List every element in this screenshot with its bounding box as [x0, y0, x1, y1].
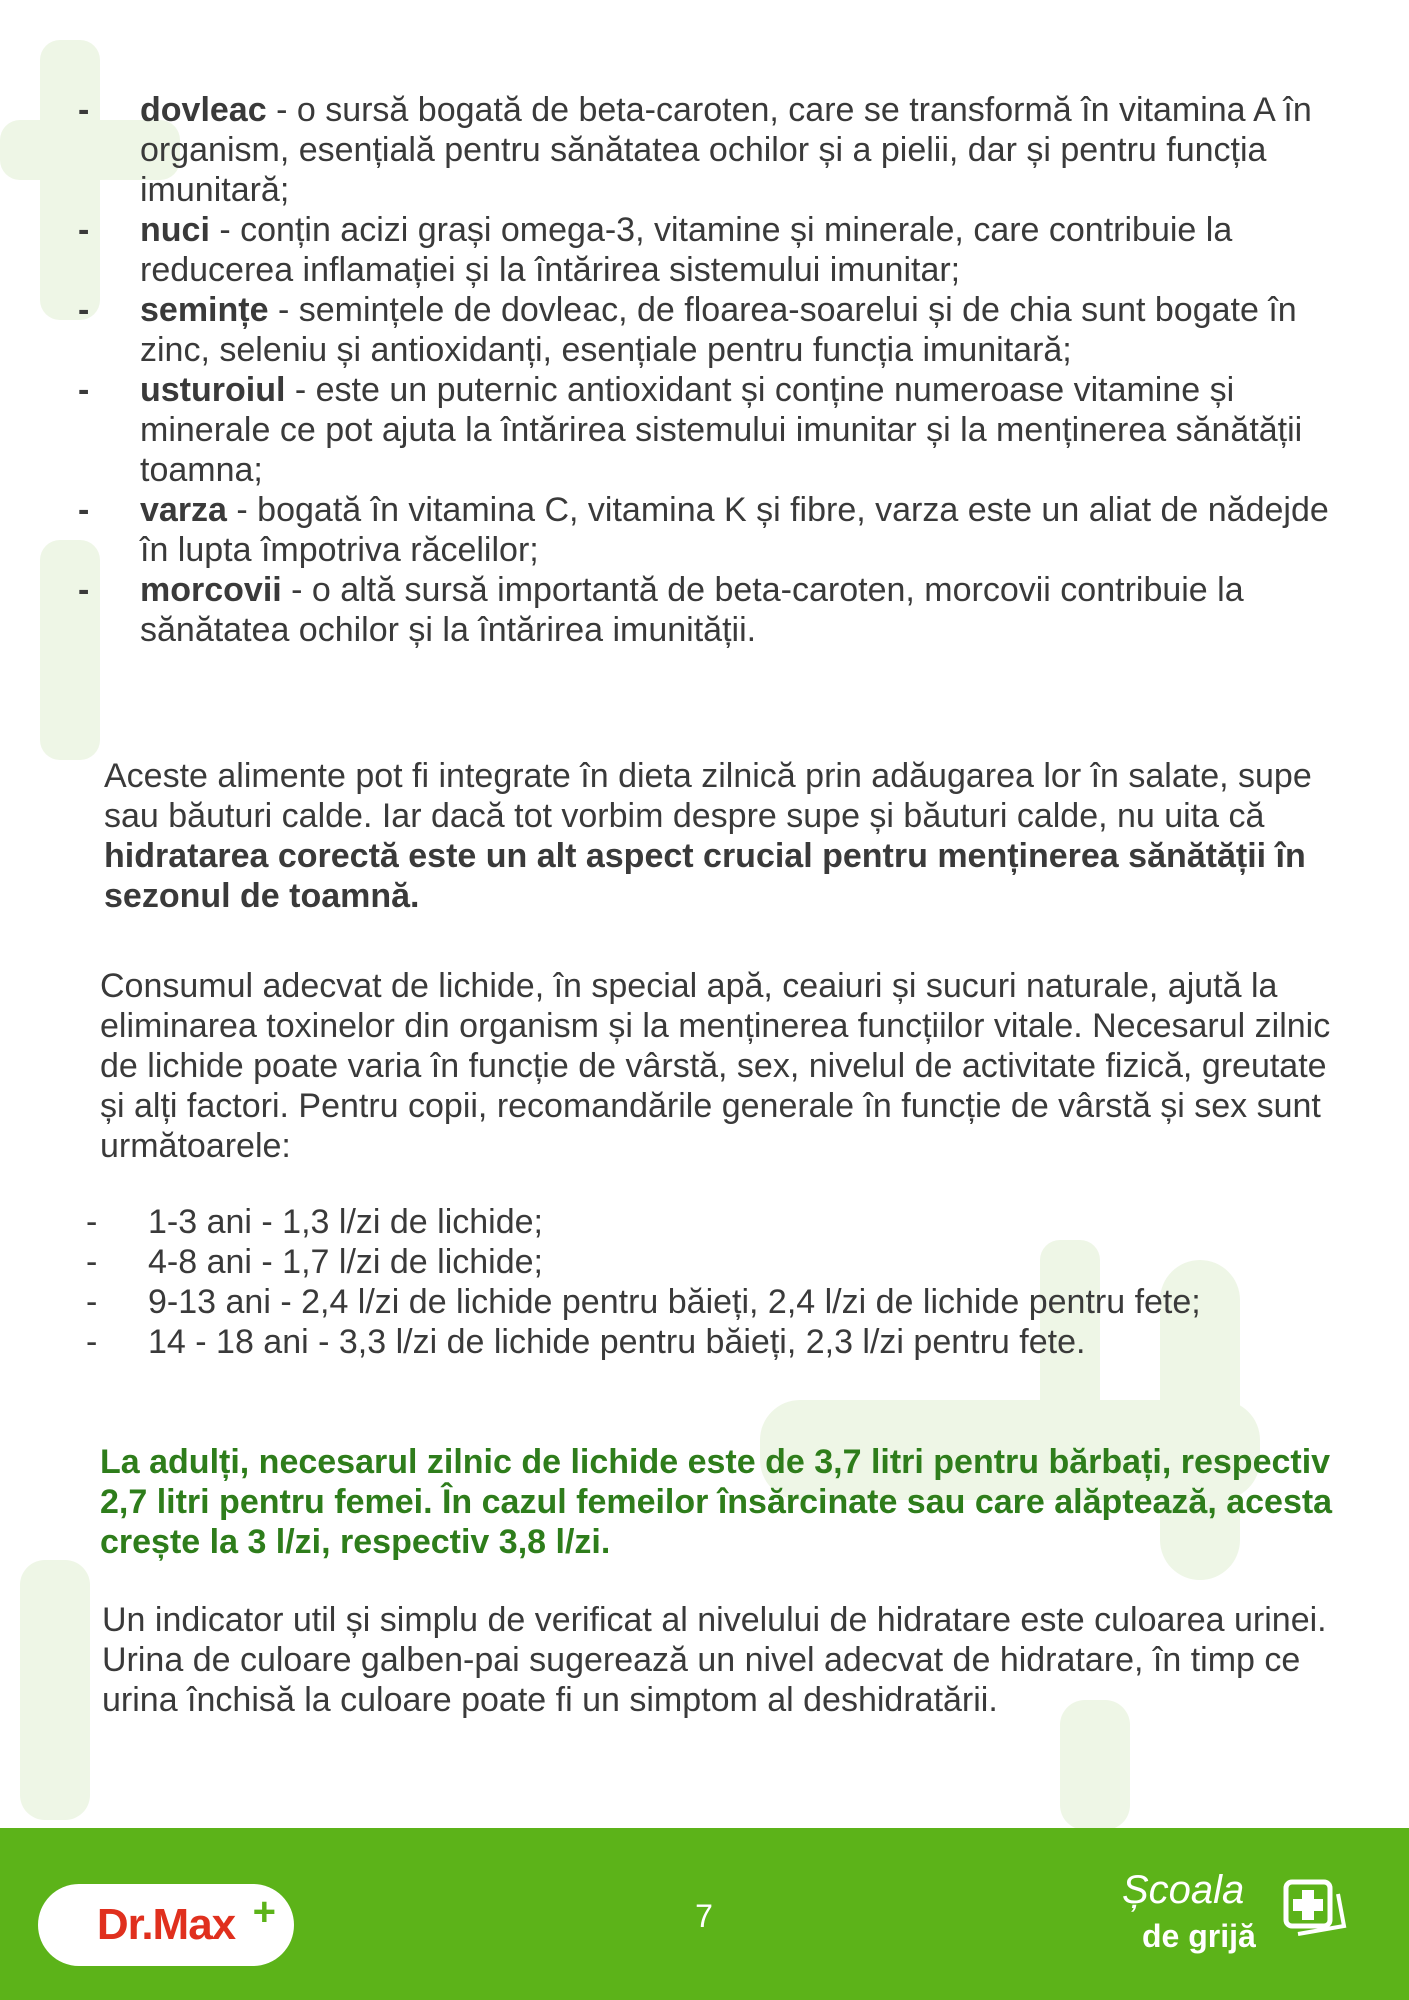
list-item: - 14 - 18 ani - 3,3 l/zi de lichide pentru băieți, 2,3 l/zi pentru fete.	[86, 1323, 1086, 1361]
list-item: - nuci - conțin acizi grași omega-3, vitamine și minerale, care contribuie la reducerea inflamației și la întărirea sistemului imunitar;	[78, 211, 1233, 289]
food-term: dovleac	[140, 91, 267, 129]
paragraph-urine-indicator: Un indicator util și simplu de verificat al nivelului de hidratare este culoarea urinei. Urina de culoare galben-pai sugerează un nivel adecvat de hidratare, în timp ce urina închisă la culoare poate fi un simptom al deshidratării.	[102, 1601, 1327, 1719]
food-description: - o sursă bogată de beta-caroten, care se transformă în vitamina A în organism, esențială pentru sănătatea ochilor și a pielii, dar și pentru funcția imunitară;	[140, 91, 1312, 209]
hydration-highlight: hidratarea corectă este un alt aspect crucial pentru menținerea sănătății în sezonul de toamnă.	[104, 837, 1306, 915]
plus-icon: +	[252, 1890, 276, 1934]
list-item: - dovleac - o sursă bogată de beta-caroten, care se transformă în vitamina A în organism, esențială pentru sănătatea ochilor și a pielii, dar și pentru funcția imunitară;	[78, 91, 1312, 209]
scoala-de-grija-logo: Școala de grijă	[1118, 1868, 1378, 1978]
list-item: - 4-8 ani - 1,7 l/zi de lichide;	[86, 1243, 543, 1281]
drmax-logo: Dr.Max +	[38, 1884, 294, 1966]
paragraph-fluid-intake: Consumul adecvat de lichide, în special apă, ceaiuri și sucuri naturale, ajută la eliminarea toxinelor din organism și la menținerea funcțiilor vitale. Necesarul zilnic de lichide poate varia în funcție de vârstă, sex, nivelul de activitate fizică, greutate și alți factori. Pentru copii, recomandările generale în funcție de vârstă și sex sunt următoarele:	[100, 967, 1331, 1165]
page-number: 7	[695, 1898, 713, 1934]
list-item: - 1-3 ani - 1,3 l/zi de lichide;	[86, 1203, 543, 1241]
food-description: - semințele de dovleac, de floarea-soarelui și de chia sunt bogate în zinc, seleniu și antioxidanți, esențiale pentru funcția imunitară;	[140, 291, 1297, 369]
food-description: - bogată în vitamina C, vitamina K și fibre, varza este un aliat de nădejde în lupta împotriva răcelilor;	[140, 491, 1329, 569]
list-item: - morcovii - o altă sursă importantă de beta-caroten, morcovii contribuie la sănătatea ochilor și la întărirea imunității.	[78, 571, 1244, 649]
list-item: - varza - bogată în vitamina C, vitamina K și fibre, varza este un aliat de nădejde în lupta împotriva răcelilor;	[78, 491, 1329, 569]
list-item: - semințe - semințele de dovleac, de floarea-soarelui și de chia sunt bogate în zinc, seleniu și antioxidanți, esențiale pentru funcția imunitară;	[78, 291, 1297, 369]
food-description: - o altă sursă importantă de beta-caroten, morcovii contribuie la sănătatea ochilor și la întărirea imunității.	[140, 571, 1244, 649]
food-term: varza	[140, 491, 227, 529]
food-term: usturoiul	[140, 371, 286, 409]
food-term: semințe	[140, 291, 269, 329]
book-plus-icon	[1278, 1874, 1350, 1946]
food-term: nuci	[140, 211, 210, 249]
foods-list	[78, 90, 1348, 650]
decorative-cross	[20, 1560, 90, 1820]
list-item: - usturoiul - este un puternic antioxidant și conține numeroase vitamine și minerale ce pot ajuta la întărirea sistemului imunitar și la menținerea sănătății toamna;	[78, 371, 1303, 489]
food-term: morcovii	[140, 571, 282, 609]
adult-fluid-highlight: La adulți, necesarul zilnic de lichide este de 3,7 litri pentru bărbați, respectiv 2,7 litri pentru femei. În cazul femeilor însărcinate sau care alăptează, acesta crește la 3 l/zi, respectiv 3,8 l/zi.	[100, 1443, 1333, 1561]
children-fluid-list	[86, 1202, 1326, 1362]
food-description: - conțin acizi grași omega-3, vitamine și minerale, care contribuie la reducerea inflamației și la întărirea sistemului imunitar;	[140, 211, 1233, 289]
list-item: - 9-13 ani - 2,4 l/zi de lichide pentru băieți, 2,4 l/zi de lichide pentru fete;	[86, 1283, 1201, 1321]
food-description: - este un puternic antioxidant și conține numeroase vitamine și minerale ce pot ajuta la întărirea sistemului imunitar și la menținerea sănătății toamna;	[140, 371, 1303, 489]
paragraph-foods-integration: Aceste alimente pot fi integrate în dieta zilnică prin adăugarea lor în salate, supe sau băuturi calde. Iar dacă tot vorbim despre supe și băuturi calde, nu uita că hidratarea corectă este un alt aspect crucial pentru menținerea sănătății în sezonul de toamnă.	[104, 757, 1312, 915]
footer-bar	[0, 1828, 1409, 2000]
